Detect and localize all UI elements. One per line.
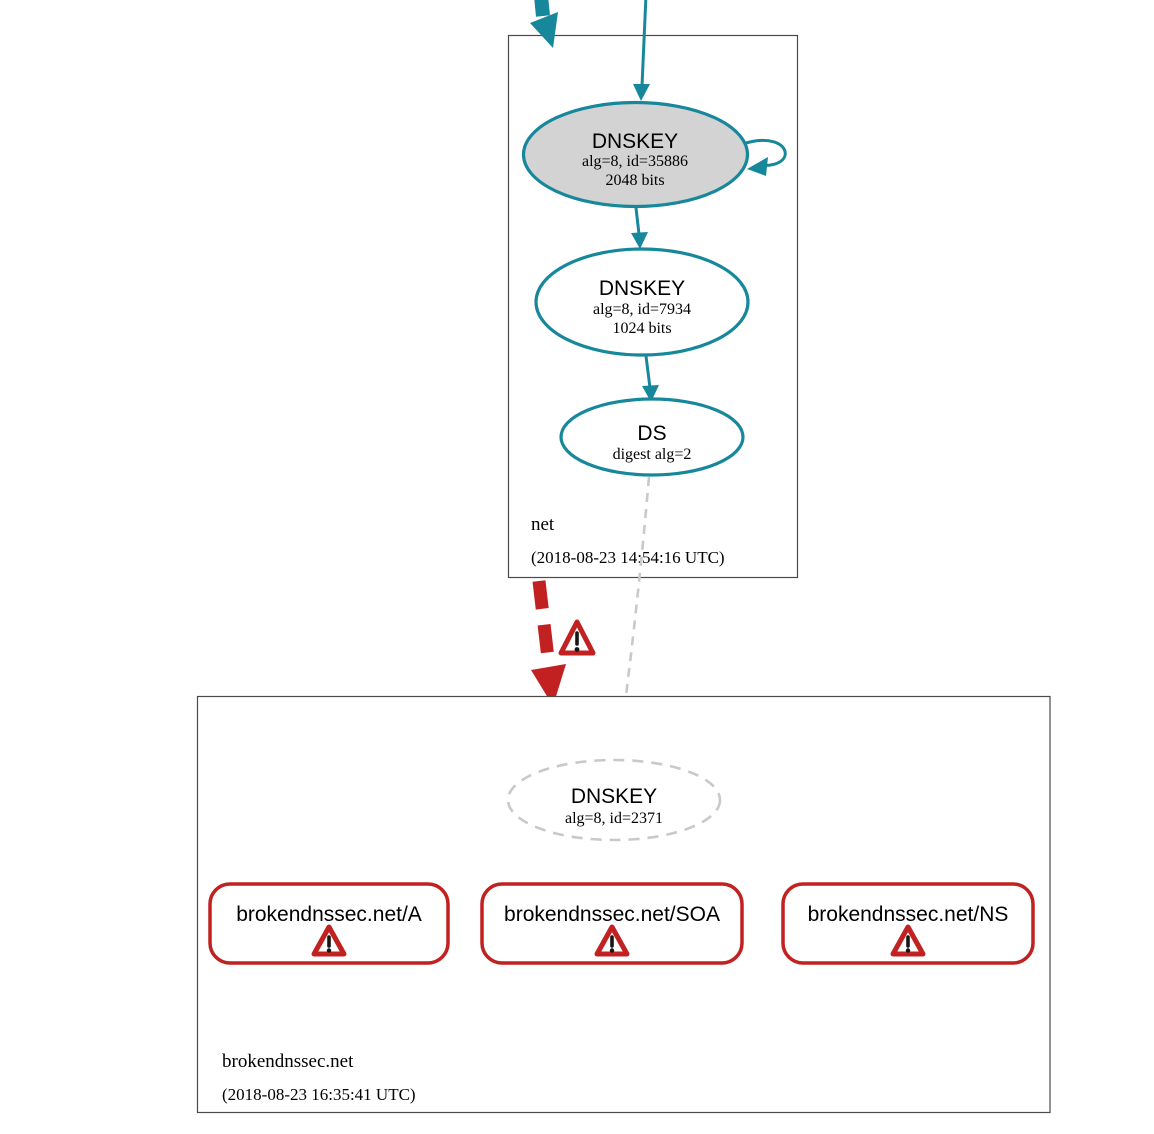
zone-brokendnssec-timestamp: (2018-08-23 16:35:41 UTC)	[222, 1085, 416, 1104]
warning-icon[interactable]	[561, 622, 593, 653]
zsk-dnskey-node[interactable]	[536, 249, 748, 355]
ds-detail: digest alg=2	[612, 446, 692, 463]
zone-net-name: net	[531, 514, 555, 535]
zsk-dnskey-title: DNSKEY	[598, 277, 686, 300]
ksk-dnskey-title: DNSKEY	[591, 130, 679, 153]
zsk-dnskey-detail: alg=8, id=7934	[592, 301, 692, 318]
child-dnskey-node[interactable]	[508, 760, 720, 840]
child-dnskey-detail: alg=8, id=2371	[564, 810, 664, 827]
ksk-dnskey-detail: alg=8, id=35886	[581, 153, 689, 170]
rrset-node-ns[interactable]	[783, 884, 1033, 963]
rrset-soa-label: brokendnssec.net/SOA	[504, 903, 720, 926]
zone-brokendnssec	[198, 697, 1051, 1113]
ksk-dnskey-bits: 2048 bits	[605, 172, 665, 189]
zone-net-timestamp: (2018-08-23 14:54:16 UTC)	[531, 548, 725, 567]
rrset-node-a[interactable]	[210, 884, 448, 963]
delegation-arrow-broken	[531, 581, 566, 706]
rrset-node-soa[interactable]	[482, 884, 742, 963]
rrset-a-label: brokendnssec.net/A	[236, 903, 422, 926]
zsk-dnskey-bits: 1024 bits	[612, 320, 672, 337]
ds-title: DS	[637, 422, 667, 445]
rrset-ns-label: brokendnssec.net/NS	[807, 903, 1009, 926]
ksk-dnskey-node[interactable]	[524, 103, 748, 207]
zone-net	[509, 0, 798, 578]
child-dnskey-title: DNSKEY	[570, 785, 658, 808]
ds-node[interactable]	[561, 399, 743, 475]
zone-brokendnssec-name: brokendnssec.net	[222, 1051, 354, 1072]
